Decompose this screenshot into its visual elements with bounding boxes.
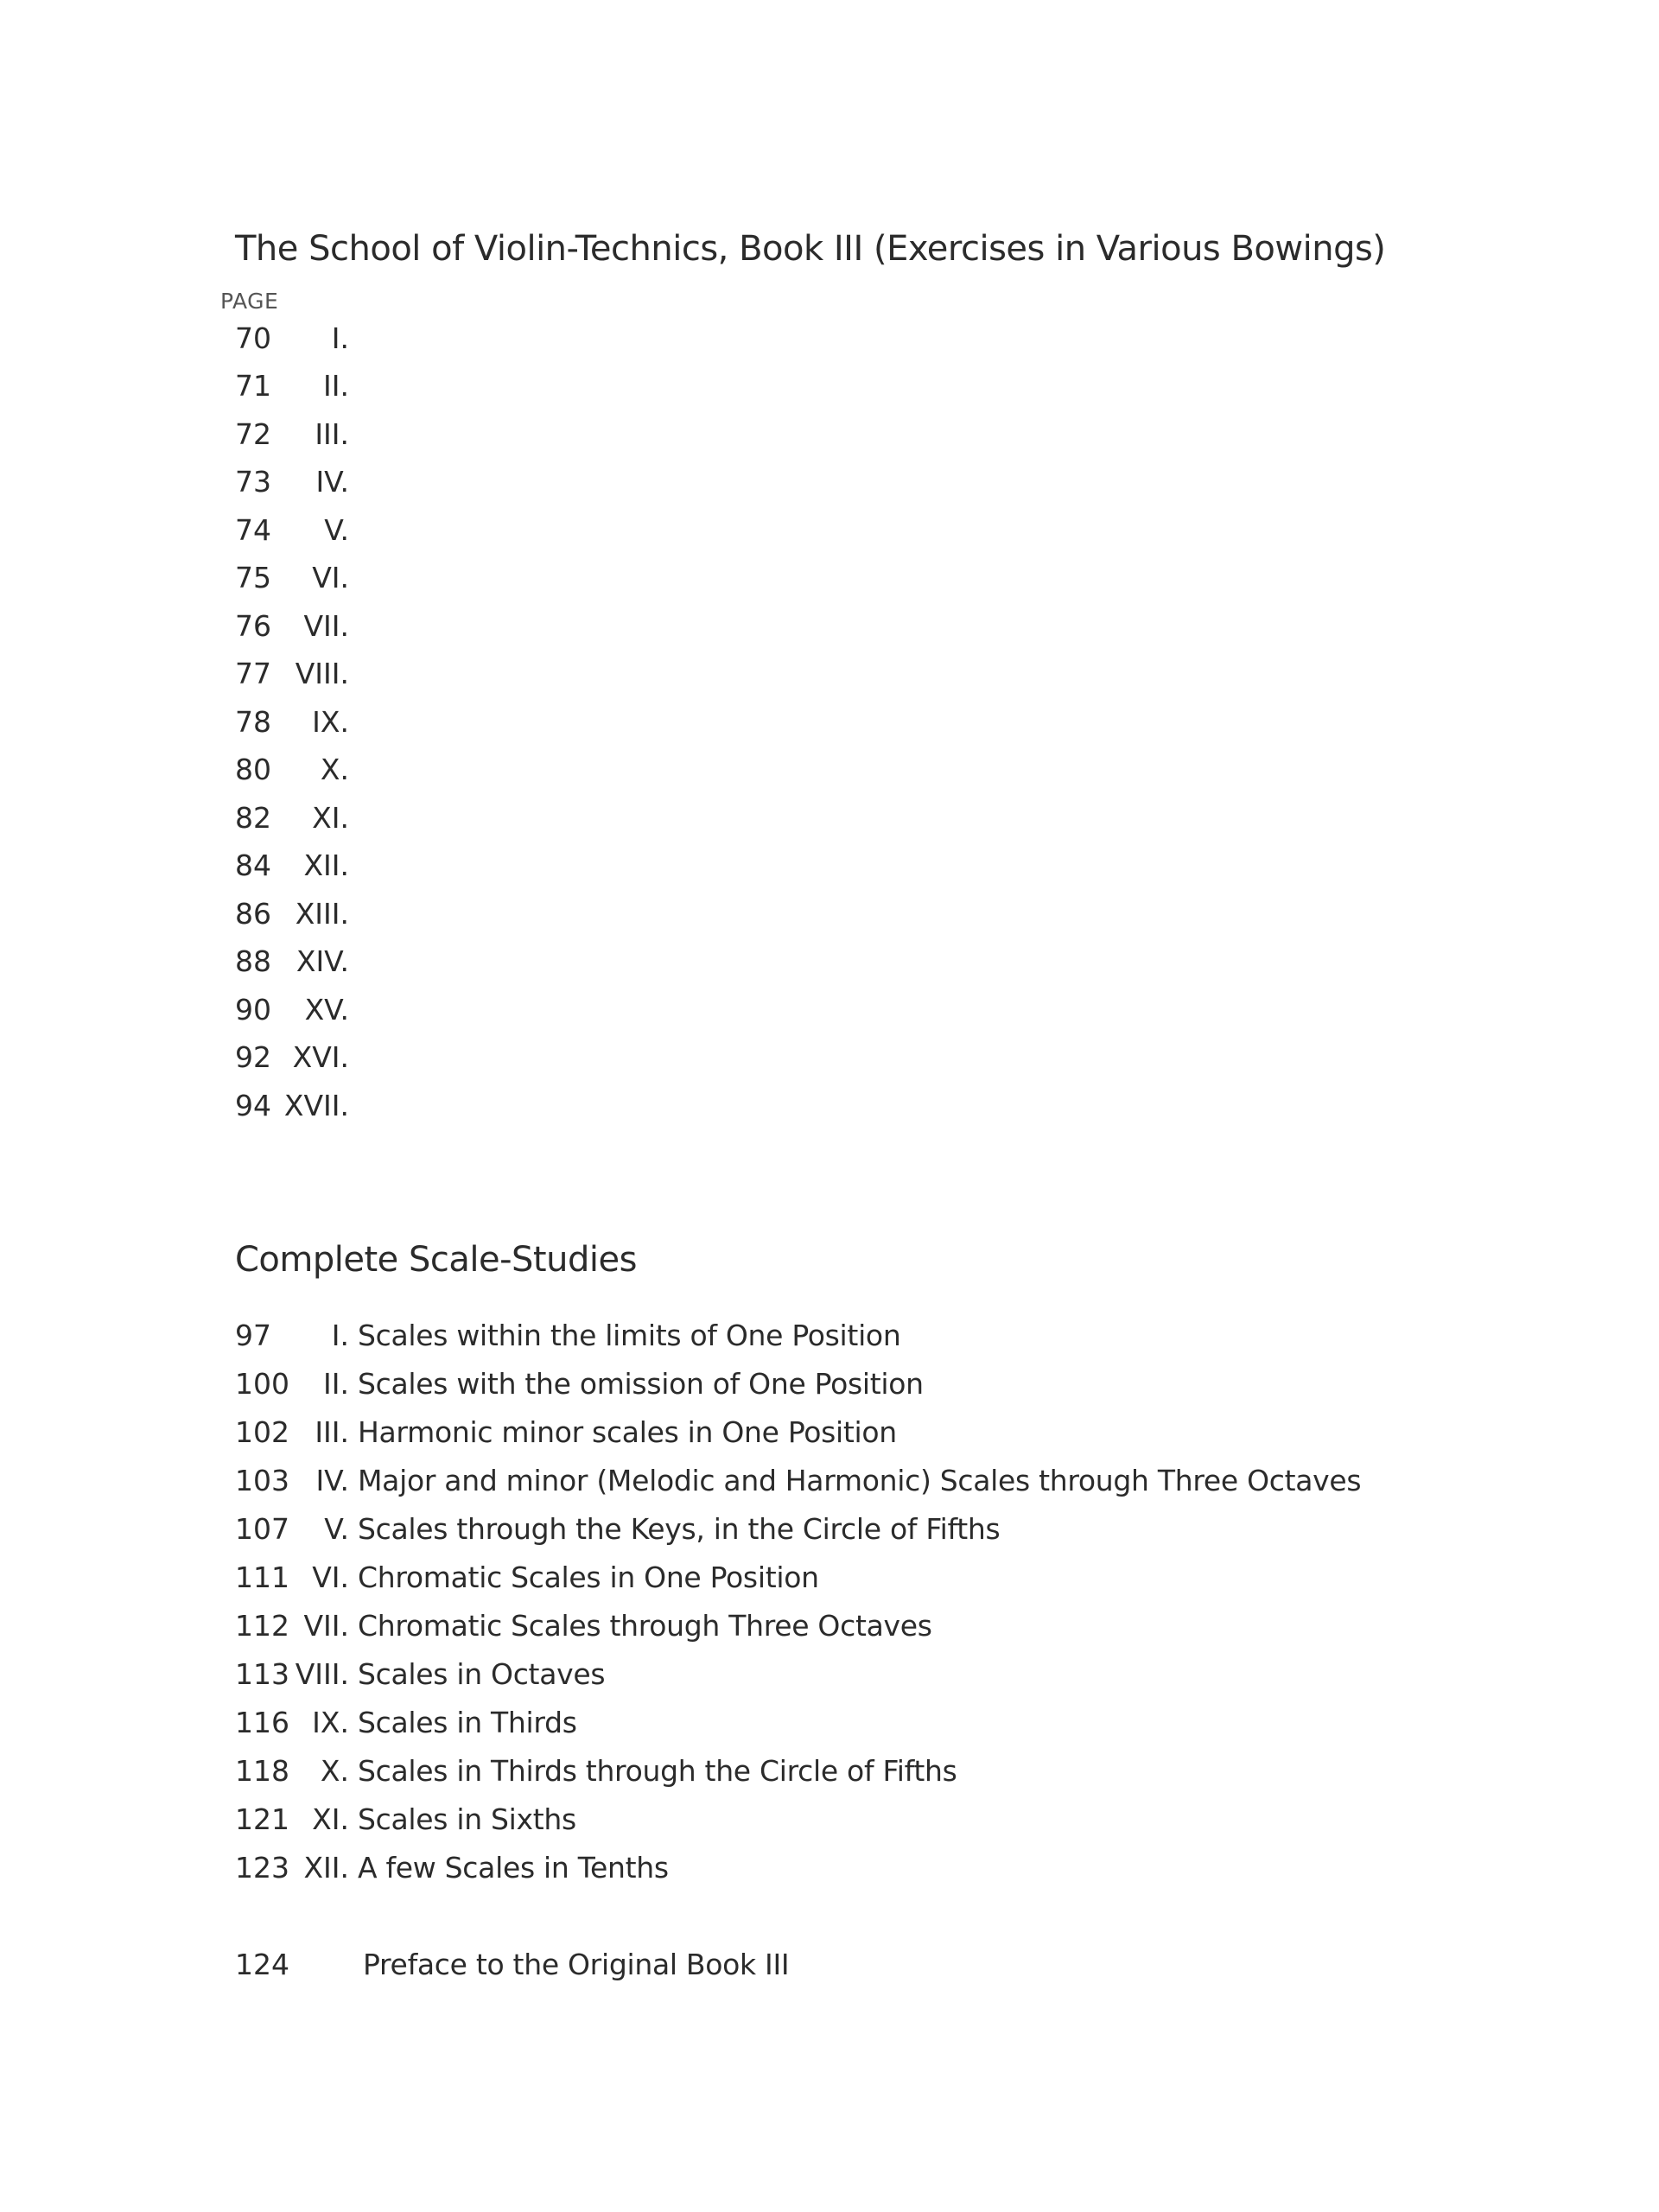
- entry-page-number: 76: [235, 609, 271, 643]
- entry-page-number: 71: [235, 369, 271, 403]
- entry-numeral: XII.: [303, 849, 349, 882]
- entry-title: Scales in Thirds through the Circle of Fifths: [358, 1754, 957, 1788]
- entry-title: Preface to the Original Book III: [363, 1948, 790, 1981]
- entry-title: Scales through the Keys, in the Circle of Fifths: [358, 1512, 1001, 1546]
- entry-numeral: XIII.: [295, 897, 349, 931]
- entry-page-number: 80: [235, 753, 271, 786]
- entry-numeral: III.: [315, 1415, 349, 1449]
- entry-page-number: 94: [235, 1089, 271, 1122]
- entry-page-number: 103: [235, 1464, 289, 1497]
- scale-entry: [235, 1319, 1445, 1353]
- entry-numeral: VI.: [312, 1560, 349, 1594]
- scale-entry: [235, 1367, 1445, 1402]
- entry-numeral: V.: [324, 1512, 349, 1546]
- entry-page-number: 70: [235, 321, 271, 355]
- book3-entry: [235, 897, 408, 931]
- book3-entry: [235, 321, 408, 356]
- entry-title: Chromatic Scales through Three Octaves: [358, 1609, 932, 1643]
- entry-numeral: VI.: [312, 561, 349, 594]
- entry-numeral: XI.: [312, 1802, 349, 1836]
- entry-numeral: IX.: [312, 705, 349, 739]
- entry-page-number: 124: [235, 1948, 289, 1981]
- entry-numeral: XVI.: [292, 1040, 349, 1074]
- entry-numeral: I.: [331, 321, 349, 355]
- entry-numeral: II.: [323, 1367, 349, 1401]
- book3-entry: [235, 561, 408, 595]
- entry-page-number: 78: [235, 705, 271, 739]
- entry-page-number: 116: [235, 1706, 289, 1739]
- entry-page-number: 75: [235, 561, 271, 594]
- book3-entry: [235, 657, 408, 691]
- entry-numeral: IX.: [312, 1706, 349, 1739]
- scale-entry: [235, 1657, 1445, 1692]
- book3-entry: [235, 993, 408, 1027]
- book3-entry: [235, 417, 408, 452]
- entry-page-number: 102: [235, 1415, 289, 1449]
- entry-page-number: 77: [235, 657, 271, 690]
- book3-entry: [235, 849, 408, 883]
- entry-page-number: 84: [235, 849, 271, 882]
- entry-numeral: VII.: [303, 609, 349, 643]
- book3-entry: [235, 705, 408, 740]
- entry-numeral: VII.: [303, 1609, 349, 1643]
- entry-title: Scales in Sixths: [358, 1802, 576, 1836]
- scale-entry: [235, 1512, 1445, 1547]
- entry-page-number: 118: [235, 1754, 289, 1788]
- entry-page-number: 111: [235, 1560, 289, 1594]
- entry-page-number: 97: [235, 1319, 271, 1352]
- entry-numeral: II.: [323, 369, 349, 403]
- scale-entry: [235, 1706, 1445, 1740]
- entry-title: Harmonic minor scales in One Position: [358, 1415, 897, 1449]
- book3-entry: [235, 465, 408, 499]
- entry-title: A few Scales in Tenths: [358, 1851, 669, 1885]
- scale-entry: [235, 1802, 1445, 1837]
- entry-numeral: I.: [331, 1319, 349, 1352]
- entry-numeral: XII.: [303, 1851, 349, 1885]
- entry-title: Scales in Octaves: [358, 1657, 606, 1691]
- entry-numeral: III.: [315, 417, 349, 451]
- entry-page-number: 113: [235, 1657, 289, 1691]
- entry-numeral: X.: [320, 1754, 349, 1788]
- book3-heading: The School of Violin-Technics, Book III (Exercises in Various Bowings): [235, 229, 1386, 269]
- entry-numeral: XV.: [304, 993, 349, 1027]
- book3-entry: [235, 1040, 408, 1075]
- preface-entry: [235, 1948, 1445, 1982]
- book3-entry: [235, 1089, 408, 1123]
- entry-page-number: 88: [235, 944, 271, 978]
- entry-numeral: X.: [320, 753, 349, 786]
- book3-entry: [235, 513, 408, 548]
- entry-numeral: IV.: [315, 465, 349, 499]
- scale-entry: [235, 1560, 1445, 1595]
- scale-entry: [235, 1415, 1445, 1450]
- scale-studies-heading: Complete Scale-Studies: [235, 1240, 637, 1280]
- book3-entry: [235, 753, 408, 787]
- entry-page-number: 82: [235, 801, 271, 835]
- entry-page-number: 90: [235, 993, 271, 1027]
- book3-entry: [235, 944, 408, 979]
- book3-entry: [235, 369, 408, 404]
- entry-page-number: 123: [235, 1851, 289, 1885]
- entry-numeral: XI.: [312, 801, 349, 835]
- entry-title: Scales in Thirds: [358, 1706, 577, 1739]
- book3-entry: [235, 609, 408, 644]
- book3-entry: [235, 801, 408, 836]
- scale-entry: [235, 1754, 1445, 1789]
- entry-page-number: 73: [235, 465, 271, 499]
- entry-numeral: XIV.: [296, 944, 349, 978]
- entry-numeral: V.: [324, 513, 349, 547]
- entry-page-number: 121: [235, 1802, 289, 1836]
- entry-numeral: VIII.: [295, 1657, 349, 1691]
- entry-page-number: 107: [235, 1512, 289, 1546]
- scale-entry: [235, 1609, 1445, 1643]
- entry-page-number: 86: [235, 897, 271, 931]
- entry-numeral: VIII.: [295, 657, 349, 690]
- entry-page-number: 72: [235, 417, 271, 451]
- entry-page-number: 112: [235, 1609, 289, 1643]
- entry-title: Scales within the limits of One Position: [358, 1319, 901, 1352]
- scale-entry: [235, 1851, 1445, 1885]
- entry-numeral: XVII.: [283, 1089, 349, 1122]
- scale-entry: [235, 1464, 1445, 1498]
- entry-page-number: 100: [235, 1367, 289, 1401]
- page-column-label: PAGE: [220, 289, 279, 314]
- entry-title: Scales with the omission of One Position: [358, 1367, 924, 1401]
- entry-page-number: 92: [235, 1040, 271, 1074]
- entry-page-number: 74: [235, 513, 271, 547]
- entry-title: Chromatic Scales in One Position: [358, 1560, 819, 1594]
- entry-numeral: IV.: [315, 1464, 349, 1497]
- entry-title: Major and minor (Melodic and Harmonic) Scales through Three Octaves: [358, 1464, 1362, 1497]
